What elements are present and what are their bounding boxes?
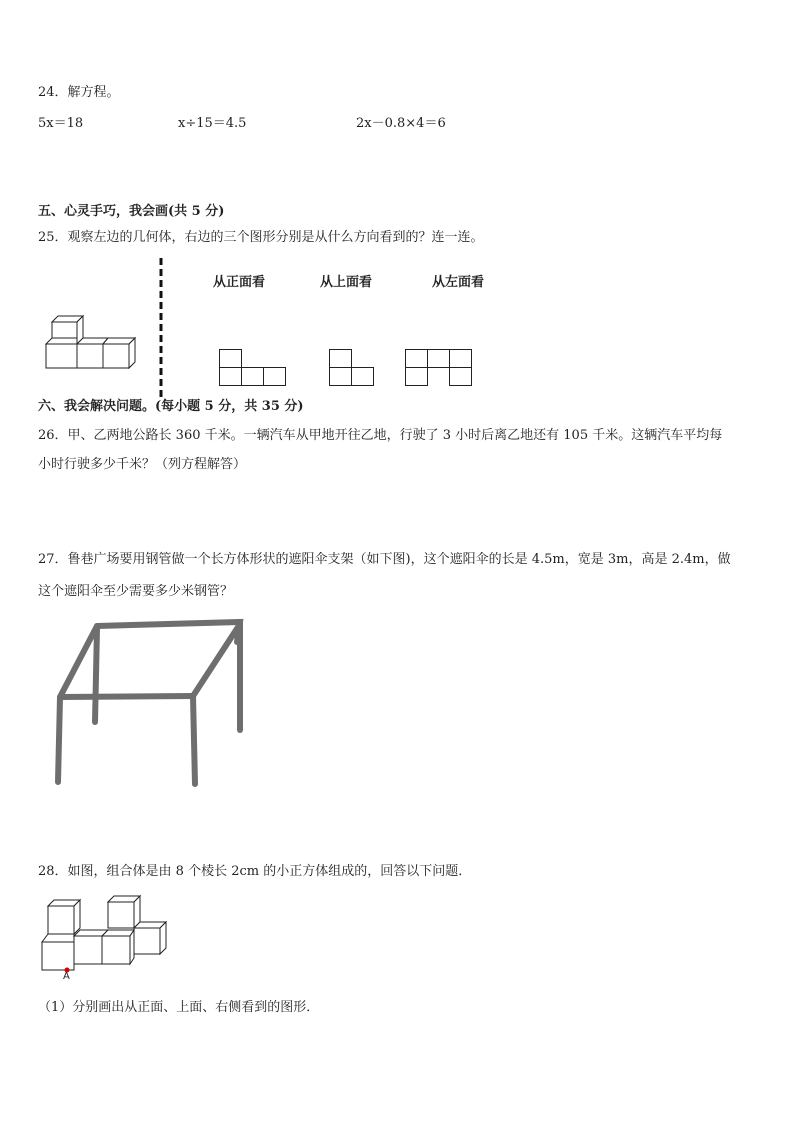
equation-1: 5x＝18	[38, 116, 84, 131]
q26-line-2: 小时行驶多少千米？（列方程解答）	[38, 457, 247, 472]
q25-solid-figure	[40, 315, 140, 375]
caption-top-view: 从上面看	[320, 275, 373, 290]
point-a-label: A	[63, 971, 70, 982]
equation-2: x÷15＝4.5	[178, 116, 247, 131]
q28-solid-figure	[38, 893, 178, 983]
dashed-divider	[158, 258, 164, 398]
equation-3: 2x－0.8×4＝6	[356, 116, 446, 131]
caption-front-view: 从正面看	[213, 275, 266, 290]
q28-text: 28．如图，组合体是由 8 个棱长 2cm 的小正方体组成的，回答以下问题．	[38, 864, 472, 879]
q28-sub-question-1: （1）分别画出从正面、上面、右侧看到的图形．	[38, 1000, 320, 1015]
umbrella-frame-image	[45, 612, 255, 792]
q24-title: 24．解方程。	[38, 85, 120, 100]
section-5-heading: 五、心灵手巧，我会画(共 5 分)	[38, 204, 225, 219]
q25-text: 25．观察左边的几何体，右边的三个图形分别是从什么方向看到的？连一连。	[38, 230, 484, 245]
view-grid-1	[219, 349, 289, 389]
caption-left-view: 从左面看	[432, 275, 485, 290]
view-grid-3	[405, 349, 475, 389]
section-6-heading: 六、我会解决问题。(每小题 5 分，共 35 分)	[38, 399, 304, 414]
q27-line-2: 这个遮阳伞至少需要多少米钢管？	[38, 584, 234, 599]
view-grid-2	[329, 349, 379, 389]
q26-line-1: 26．甲、乙两地公路长 360 千米。一辆汽车从甲地开往乙地，行驶了 3 小时后离乙地还有 105 千米。这辆汽车平均每	[38, 428, 723, 443]
q27-line-1: 27．鲁巷广场要用钢管做一个长方体形状的遮阳伞支架（如下图)，这个遮阳伞的长是 4.5m，宽是 3m，高是 2.4m，做	[38, 552, 731, 567]
